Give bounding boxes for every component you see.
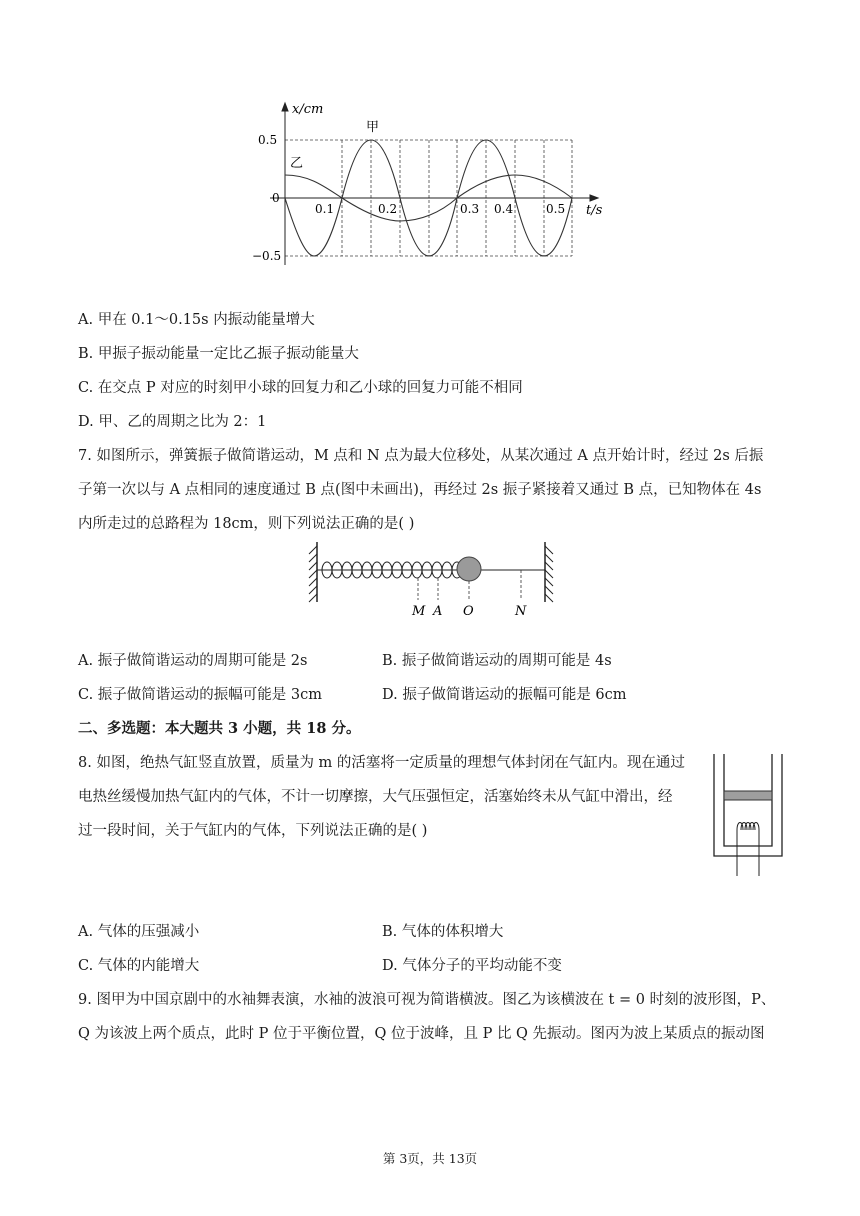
q8-stem-line-1: 8. 如图，绝热气缸竖直放置，质量为 m 的活塞将一定质量的理想气体封闭在气缸内。现在通过: [78, 755, 685, 771]
point-label-m: M: [412, 604, 426, 619]
point-label-a: A: [433, 604, 443, 619]
q8-option-a: A. 气体的压强减小: [78, 924, 200, 940]
y-tick-label: 0.5: [258, 133, 278, 147]
q9-stem-line-1: 9. 图甲为中国京剧中的水袖舞表演，水袖的波浪可视为简谐横波。图乙为该横波在 t = 0 时刻的波形图，P、: [78, 992, 776, 1008]
x-tick-label: 0.3: [460, 202, 480, 216]
oscillator-ball: [457, 557, 481, 581]
q7-option-c: C. 振子做简谐运动的振幅可能是 3cm: [78, 687, 322, 703]
q8-stem-line-2: 电热丝缓慢加热气缸内的气体，不计一切摩擦，大气压强恒定，活塞始终未从气缸中滑出，经: [78, 789, 673, 805]
x-tick-label: 0.1: [315, 202, 335, 216]
y-axis-label: x/cm: [292, 102, 324, 117]
q8-option-b: B. 气体的体积增大: [382, 924, 504, 940]
series-label-yi: 乙: [290, 156, 304, 171]
q7-option-b: B. 振子做简谐运动的周期可能是 4s: [382, 653, 612, 669]
q7-stem-line-3: 内所走过的总路程为 18cm，则下列说法正确的是( ): [78, 516, 415, 532]
x-tick-label: 0.5: [546, 202, 566, 216]
point-label-o: O: [463, 604, 474, 619]
series-label-jia: 甲: [366, 120, 380, 135]
q8-option-c: C. 气体的内能增大: [78, 958, 200, 974]
y-tick-label: 0: [272, 191, 280, 205]
page-footer: 第 3页，共 13页: [382, 1151, 478, 1166]
x-tick-label: 0.4: [494, 202, 514, 216]
vibration-graph: [250, 95, 620, 275]
cylinder-figure: [710, 752, 786, 880]
q8-stem-line-3: 过一段时间，关于气缸内的气体，下列说法正确的是( ): [78, 823, 428, 839]
spring-oscillator-figure: [305, 540, 565, 622]
piston: [724, 791, 772, 800]
q9-stem-line-2: Q 为该波上两个质点，此时 P 位于平衡位置，Q 位于波峰，且 P 比 Q 先振动。图丙为波上某质点的振动图: [78, 1026, 765, 1042]
q7-option-d: D. 振子做简谐运动的振幅可能是 6cm: [382, 687, 627, 703]
q7-stem-line-1: 7. 如图所示，弹簧振子做简谐运动，M 点和 N 点为最大位移处，从某次通过 A 点开始计时，经过 2s 后振: [78, 448, 764, 464]
x-axis-label: t/s: [586, 203, 603, 218]
q6-option-a: A. 甲在 0.1～0.15s 内振动能量增大: [78, 312, 315, 328]
q6-option-c: C. 在交点 P 对应的时刻甲小球的回复力和乙小球的回复力可能不相同: [78, 380, 523, 396]
y-tick-label: −0.5: [252, 249, 282, 263]
section-heading: 二、多选题：本大题共 3 小题，共 18 分。: [78, 720, 361, 737]
x-tick-label: 0.2: [378, 202, 398, 216]
q7-stem-line-2: 子第一次以与 A 点相同的速度通过 B 点(图中未画出)，再经过 2s 振子紧接着又通过 B 点，已知物体在 4s: [78, 482, 762, 498]
q6-option-d: D. 甲、乙的周期之比为 2：1: [78, 414, 267, 430]
point-label-n: N: [515, 604, 527, 619]
q6-option-b: B. 甲振子振动能量一定比乙振子振动能量大: [78, 346, 359, 362]
q7-option-a: A. 振子做简谐运动的周期可能是 2s: [78, 653, 308, 669]
q8-option-d: D. 气体分子的平均动能不变: [382, 958, 562, 974]
